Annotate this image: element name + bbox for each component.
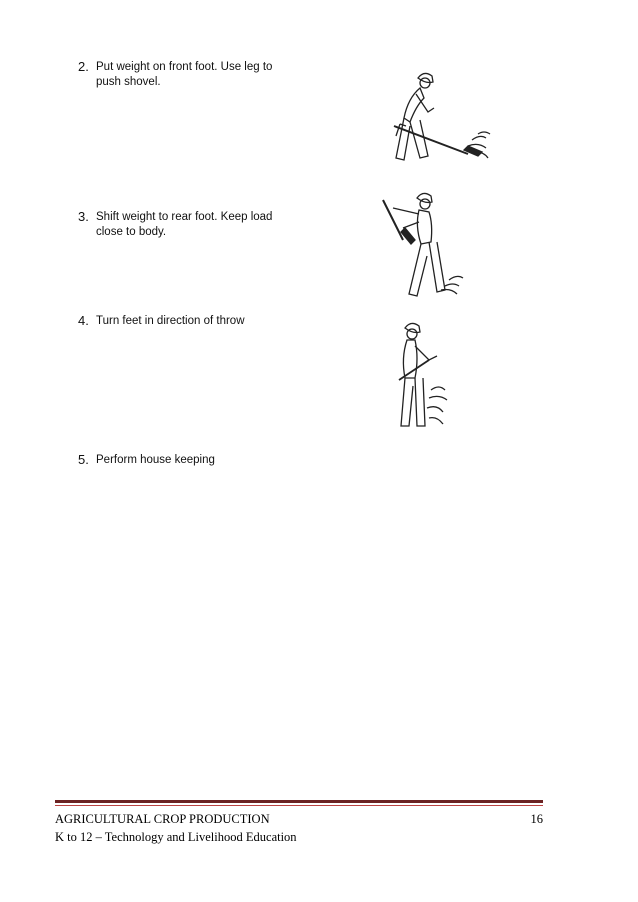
page-number: 16	[530, 812, 543, 826]
footer-rule	[55, 800, 543, 803]
step-text: Shift weight to rear foot. Keep load close to body.	[96, 211, 273, 238]
step-number: 3.	[78, 209, 89, 224]
footer-subtitle: K to 12 – Technology and Livelihood Education	[55, 830, 297, 844]
footer-title: AGRICULTURAL CROP PRODUCTION	[55, 812, 270, 826]
step-number: 2.	[78, 59, 89, 74]
step-4	[78, 314, 298, 329]
step-text: Put weight on front foot. Use leg to push shovel.	[96, 61, 273, 88]
page-footer	[55, 810, 543, 846]
step-text: Turn feet in direction of throw	[96, 315, 245, 327]
step-text: Perform house keeping	[96, 454, 215, 466]
step-number: 4.	[78, 313, 89, 328]
footer-rule-thin	[55, 805, 543, 806]
step-number: 5.	[78, 452, 89, 467]
shift-weight-illustration	[375, 190, 475, 302]
throw-illustration	[385, 320, 455, 435]
step-2	[78, 60, 298, 90]
step-5	[78, 453, 298, 468]
shovel-push-illustration	[380, 66, 500, 172]
step-3	[78, 210, 298, 240]
